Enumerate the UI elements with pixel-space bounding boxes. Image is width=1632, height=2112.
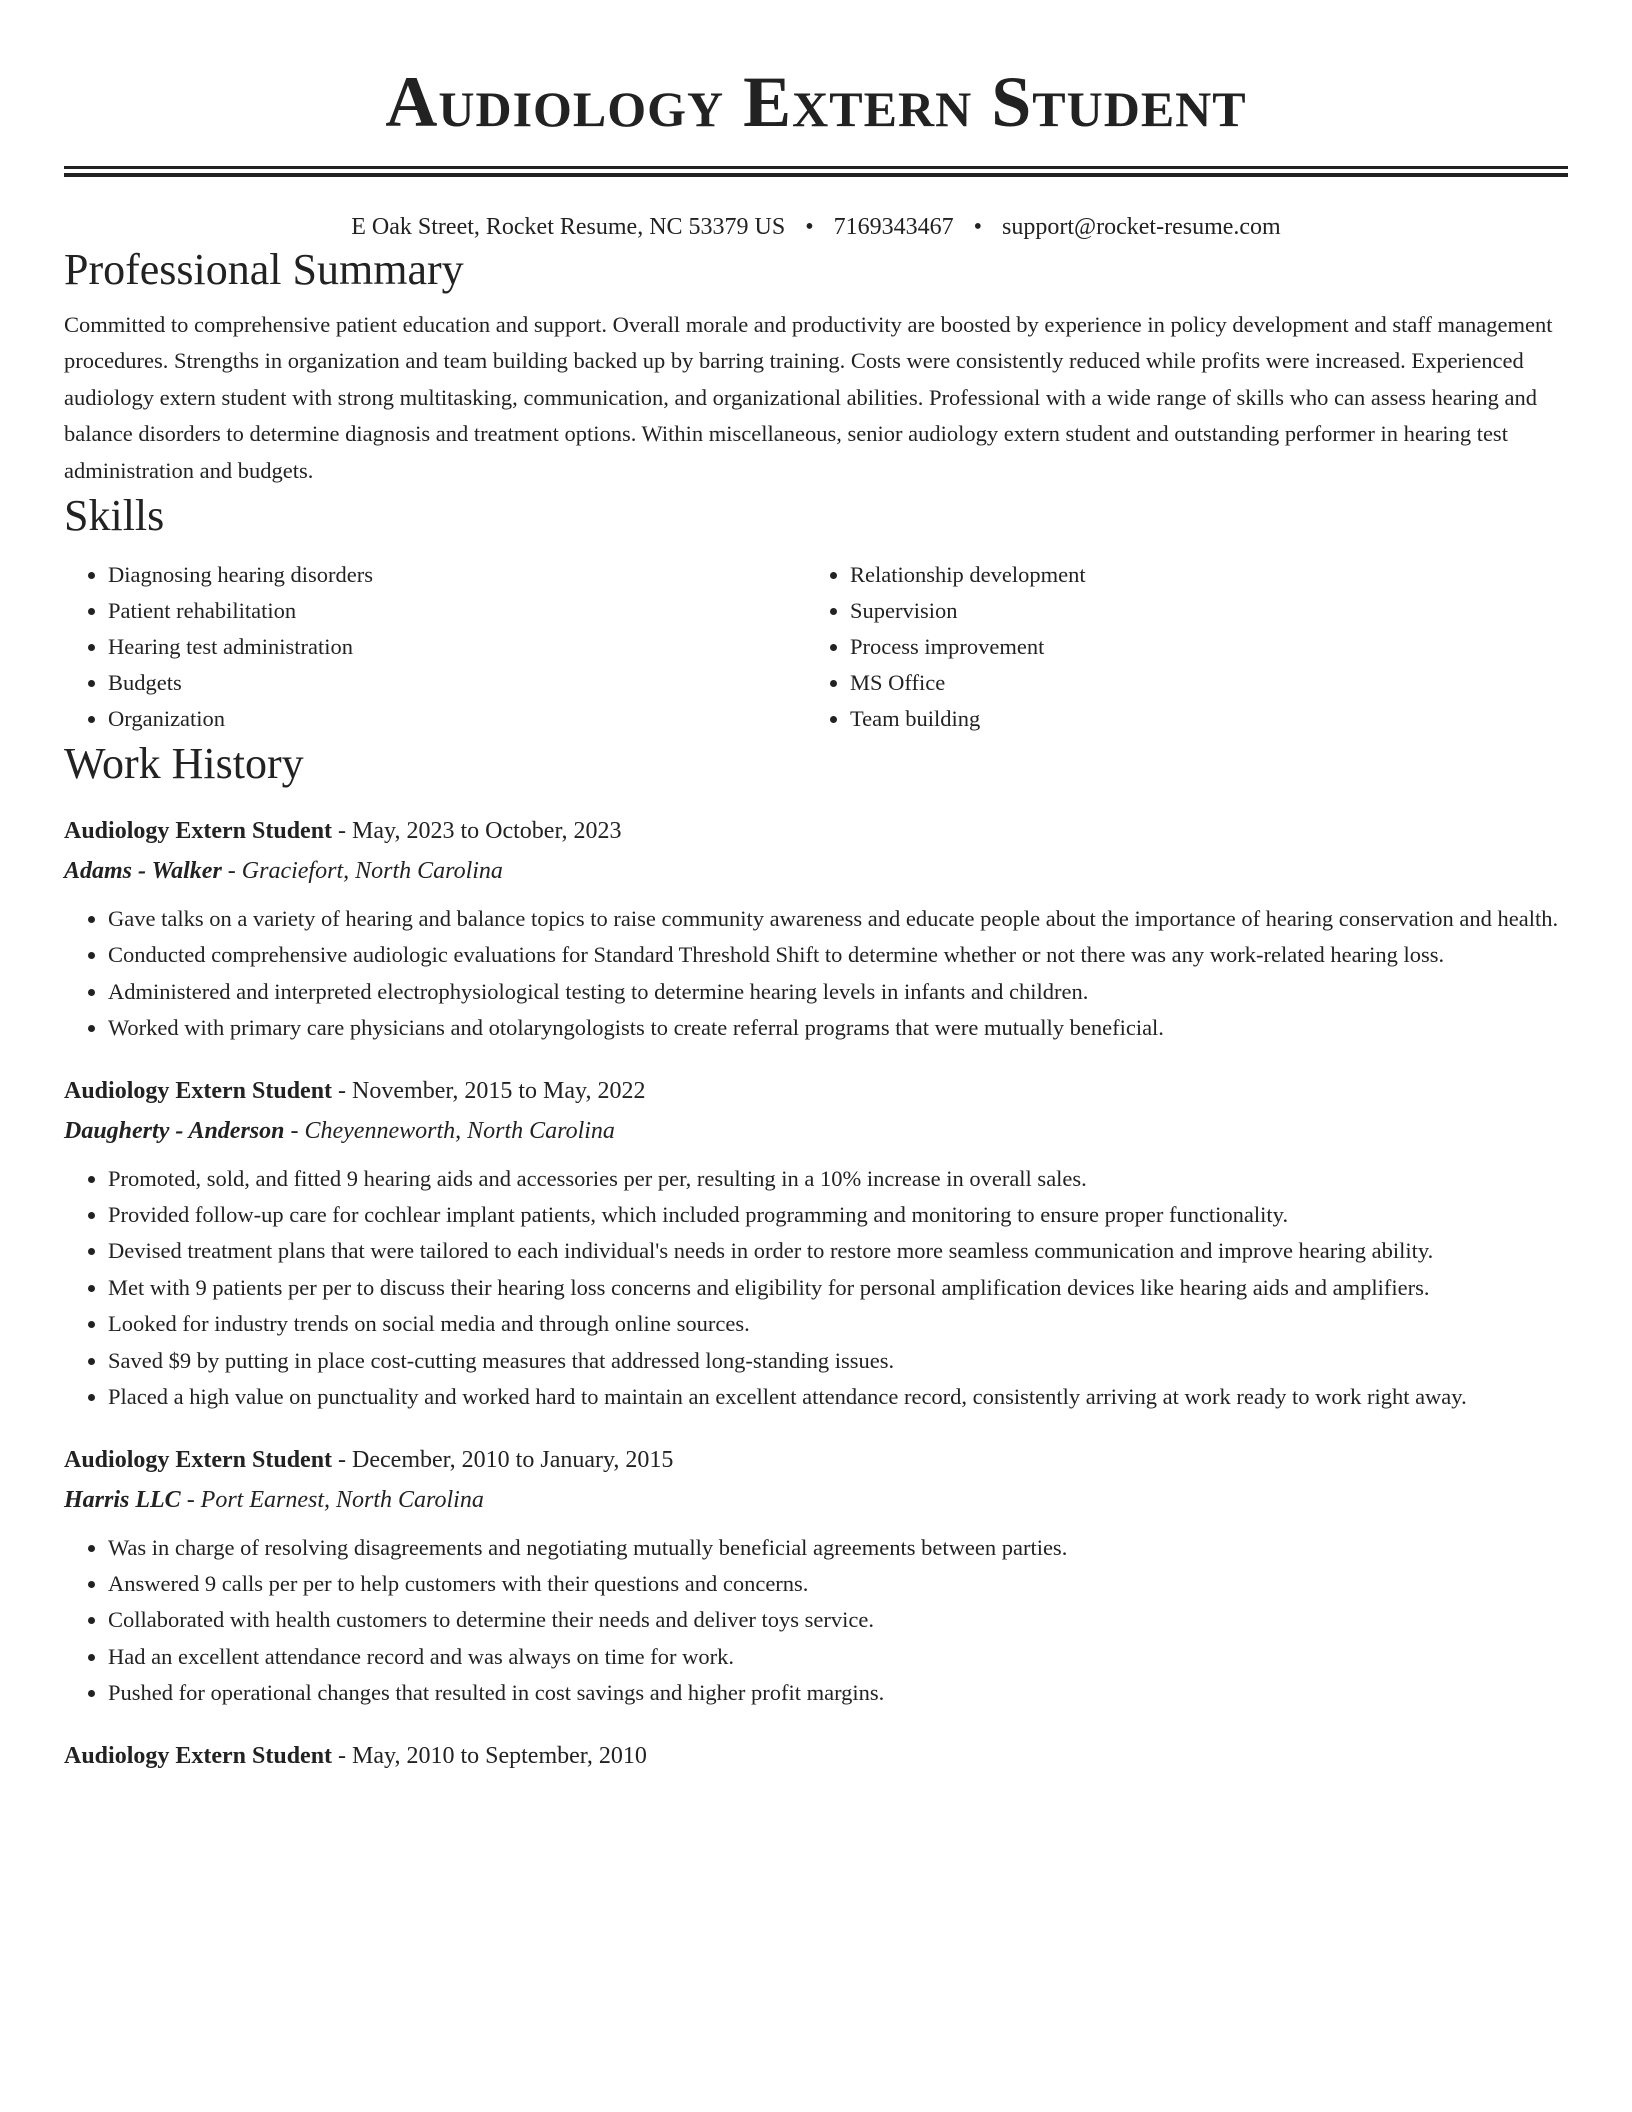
job-title-line xyxy=(64,1071,1568,1111)
skills-heading: Skills xyxy=(64,491,165,541)
job-role: Audiology Extern Student xyxy=(64,1742,333,1769)
job-company: Harris LLC xyxy=(64,1486,181,1513)
job-title-line xyxy=(64,1440,1568,1480)
work-history-heading: Work History xyxy=(64,739,304,789)
job-company-line xyxy=(64,851,1568,891)
job-bullet: • Looked for industry trends on social media and through online sources. xyxy=(108,1306,1568,1342)
job-company-line xyxy=(64,1480,1568,1520)
skills-list xyxy=(64,557,1568,737)
contact-separator: • xyxy=(805,214,814,240)
skill-item: • Process improvement xyxy=(850,629,1566,665)
job-bullet: • Collaborated with health customers to determine their needs and deliver toys service. xyxy=(108,1602,1568,1638)
job-bullet: • Conducted comprehensive audiologic evaluations for Standard Threshold Shift to determine whether or not there was any work-related hearing loss. xyxy=(108,937,1568,973)
job-company-line xyxy=(64,1111,1568,1151)
summary-text: Committed to comprehensive patient education and support. Overall morale and productivity are boosted by experience in policy development and staff management procedures. Strengths in organization and team building backed up by barring training. Costs were consistently reduced while profits were increased. Experienced audiology extern student with strong multitasking, communication, and organizational abilities. Professional with a wide range of skills who can assess hearing and balance disorders to determine diagnosis and treatment options. Within miscellaneous, senior audiology extern student and outstanding performer in hearing test administration and budgets. xyxy=(64,312,1553,483)
job-bullet: • Promoted, sold, and fitted 9 hearing aids and accessories per per, resulting in a 10% increase in overall sales. xyxy=(108,1161,1568,1197)
job-bullet: • Saved $9 by putting in place cost-cutting measures that addressed long-standing issues. xyxy=(108,1343,1568,1379)
job-bullet: • Placed a high value on punctuality and worked hard to maintain an excellent attendance record, consistently arriving at work ready to work right away. xyxy=(108,1379,1568,1415)
job-bullet: • Devised treatment plans that were tailored to each individual's needs in order to restore more seamless communication and improve hearing ability. xyxy=(108,1233,1568,1269)
skill-item: • Organization xyxy=(108,701,806,737)
page-title: Audiology Extern Student xyxy=(385,62,1247,142)
contact-line xyxy=(64,211,1568,243)
job-location: - Cheyenneworth, North Carolina xyxy=(284,1117,615,1144)
skills-column-left xyxy=(64,557,806,737)
contact-email: support@rocket-resume.com xyxy=(1002,214,1281,240)
job-role: Audiology Extern Student xyxy=(64,818,333,845)
job-role: Audiology Extern Student xyxy=(64,1077,333,1104)
job-location: - Graciefort, North Carolina xyxy=(221,858,503,885)
job-bullet: • Answered 9 calls per per to help customers with their questions and concerns. xyxy=(108,1566,1568,1602)
job-company: Daugherty - Anderson xyxy=(64,1117,285,1144)
skill-item: • Diagnosing hearing disorders xyxy=(108,557,806,593)
job-entry xyxy=(64,811,1568,1047)
skill-item: • Budgets xyxy=(108,665,806,701)
summary-heading: Professional Summary xyxy=(64,245,464,294)
job-entry xyxy=(64,1736,1568,1776)
job-dates: - May, 2023 to October, 2023 xyxy=(332,818,622,845)
job-bullet: • Worked with primary care physicians and otolaryngologists to create referral programs that were mutually beneficial. xyxy=(108,1010,1568,1046)
skill-item: • Patient rehabilitation xyxy=(108,593,806,629)
job-role: Audiology Extern Student xyxy=(64,1446,333,1473)
job-bullets xyxy=(64,1530,1568,1712)
title-divider xyxy=(64,166,1568,177)
skill-item: • Hearing test administration xyxy=(108,629,806,665)
job-location: - Port Earnest, North Carolina xyxy=(180,1486,484,1513)
job-title-line xyxy=(64,1736,1568,1776)
contact-separator: • xyxy=(973,214,983,240)
skill-item: • MS Office xyxy=(850,665,1566,701)
skill-item: • Supervision xyxy=(850,593,1566,629)
job-bullets xyxy=(64,901,1568,1047)
job-bullets xyxy=(64,1161,1568,1416)
contact-phone: 7169343467 xyxy=(833,214,954,240)
job-bullet: • Provided follow-up care for cochlear implant patients, which included programming and monitoring to ensure proper functionality. xyxy=(108,1197,1568,1233)
job-dates: - December, 2010 to January, 2015 xyxy=(332,1446,674,1473)
job-bullet: • Had an excellent attendance record and was always on time for work. xyxy=(108,1639,1568,1675)
job-bullet: • Gave talks on a variety of hearing and balance topics to raise community awareness and educate people about the importance of hearing conservation and health. xyxy=(108,901,1568,937)
job-title-line xyxy=(64,811,1568,851)
job-dates: - November, 2015 to May, 2022 xyxy=(332,1077,646,1104)
job-dates: - May, 2010 to September, 2010 xyxy=(332,1742,647,1769)
job-bullet: • Was in charge of resolving disagreements and negotiating mutually beneficial agreements between parties. xyxy=(108,1530,1568,1566)
job-bullet: • Administered and interpreted electrophysiological testing to determine hearing levels in infants and children. xyxy=(108,974,1568,1010)
job-company: Adams - Walker xyxy=(64,858,222,885)
skills-column-right xyxy=(806,557,1566,737)
job-entry xyxy=(64,1071,1568,1416)
job-bullet: • Met with 9 patients per per to discuss their hearing loss concerns and eligibility for personal amplification devices like hearing aids and amplifiers. xyxy=(108,1270,1568,1306)
job-entry xyxy=(64,1440,1568,1712)
skill-item: • Relationship development xyxy=(850,557,1566,593)
contact-address: E Oak Street, Rocket Resume, NC 53379 US xyxy=(351,214,786,240)
job-bullet: • Pushed for operational changes that resulted in cost savings and higher profit margins. xyxy=(108,1675,1568,1711)
skill-item: • Team building xyxy=(850,701,1566,737)
